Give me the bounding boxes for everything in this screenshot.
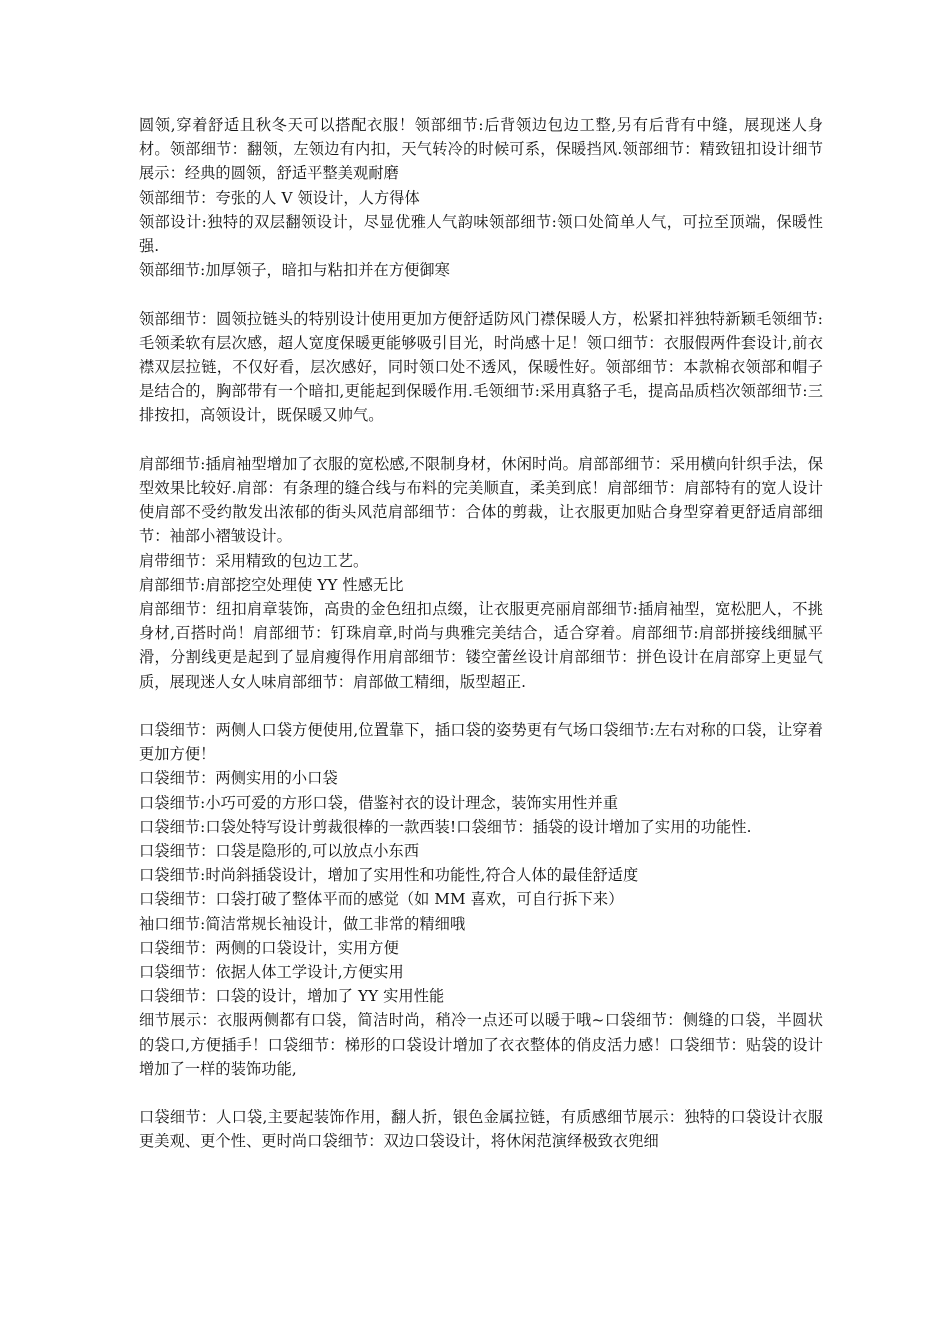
document-body — [139, 113, 823, 1154]
paragraph-cuff-1: 袖口细节:简洁常规长袖设计，做工非常的精细哦 — [139, 914, 466, 933]
paragraph-pocket-11: 细节展示：衣服两侧都有口袋，简洁时尚，稍冷一点还可以暖于哦~口袋细节：侧缝的口袋，半圆状的袋口,方便插手！口袋细节：梯形的口袋设计增加了衣衣整体的俏皮活力感！口袋细节：贴袋的设计增加了一样的装饰功能, — [139, 1011, 824, 1078]
paragraph-pocket-12: 口袋细节：人口袋,主要起装饰作用，翻人折，银色金属拉链，有质感细节展示：独特的口袋设计衣服更美观、更个性、更时尚口袋细节：双边口袋设计，将休闲范演绎极致衣兜细 — [139, 1108, 823, 1151]
paragraph-pocket-6: 口袋细节:时尚斜插袋设计，增加了实用性和功能性,符合人体的最佳舒适度 — [139, 866, 639, 885]
blank-line — [139, 282, 823, 306]
blank-line — [139, 694, 823, 718]
paragraph-pocket-3: 口袋细节:小巧可爱的方形口袋，借鉴衬衣的设计理念，装饰实用性并重 — [139, 793, 619, 812]
paragraph-collar-3: 领部设计:独特的双层翻领设计，尽显优雅人气韵味领部细节:领口处简单人气，可拉至顶端，保暖性强. — [139, 212, 823, 256]
paragraph-pocket-10: 口袋细节：口袋的设计，增加了 YY 实用性能 — [139, 987, 445, 1006]
paragraph-pocket-1: 口袋细节：两侧人口袋方便使用,位置靠下，插口袋的姿势更有气场口袋细节:左右对称的口袋，让穿着更加方便！ — [139, 721, 823, 764]
paragraph-shoulder-2: 肩带细节：采用精致的包边工艺。 — [139, 551, 369, 570]
paragraph-shoulder-4: 肩部细节：纽扣肩章装饰，高贵的金色纽扣点缀，让衣服更亮丽肩部细节:插肩袖型，宽松肥人，不挑身材,百搭时尚！肩部细节：钉珠肩章,时尚与典雅完美结合，适合穿着。肩部细节:肩部拼接线细腻平滑，分割线更是起到了显肩瘦得作用肩部细节：镂空蕾丝设计肩部细节：拼色设计在肩部穿上更显气质，展现迷人女人味肩部细节：肩部做工精细，版型超正. — [139, 600, 823, 691]
blank-line — [139, 428, 823, 452]
paragraph-collar-1: 圆领,穿着舒适且秋冬天可以搭配衣服！领部细节:后背领边包边工整,另有后背有中缝，展现迷人身材。领部细节：翻领，左领边有内扣，天气转冷的时候可系，保暖挡风.领部细节：精致钮扣设计细节展示：经典的圆领，舒适平整美观耐磨 — [139, 116, 823, 183]
paragraph-pocket-8: 口袋细节：两侧的口袋设计，实用方便 — [139, 938, 399, 957]
paragraph-pocket-7: 口袋细节：口袋打破了整体平而的感觉（如 MM 喜欢，可自行拆下来） — [139, 890, 624, 909]
paragraph-pocket-9: 口袋细节：依据人体工学设计,方便实用 — [139, 963, 404, 982]
paragraph-shoulder-1: 肩部细节:插肩袖型增加了衣服的宽松感,不限制身材，休闲时尚。肩部部细节：采用横向针织手法，保型效果比较好.肩部：有条理的缝合线与布料的完美顺直，柔美到底！肩部细节：肩部特有的宽人设计使肩部不受约散发出浓郁的街头风范肩部细节：合体的剪裁，让衣服更加贴合身型穿着更舒适肩部细节：袖部小褶皱设计。 — [139, 454, 823, 546]
paragraph-collar-4: 领部细节:加厚领子，暗扣与粘扣并在方便御寒 — [139, 261, 450, 280]
paragraph-pocket-2: 口袋细节：两侧实用的小口袋 — [139, 769, 338, 788]
paragraph-collar-2: 领部细节：夸张的人 V 领设计，人方得体 — [139, 188, 420, 207]
paragraph-collar-5: 领部细节：圆领拉链头的特别设计使用更加方便舒适防风门襟保暖人方，松紧扣袢独特新颖毛领细节:毛领柔软有层次感，超人宽度保暖更能够吸引目光，时尚感十足！领口细节：衣服假两件套设计,前衣襟双层拉链，不仅好看，层次感好，同时领口处不透风，保暖性好。领部细节：本款棉衣领部和帽子是结合的，胸部带有一个暗扣,更能起到保暖作用.毛领细节:采用真貉子毛，提高品质档次领部细节:三排按扣，高领设计，既保暖又帅气。 — [139, 309, 823, 425]
paragraph-shoulder-3: 肩部细节:肩部挖空处理使 YY 性感无比 — [139, 575, 404, 594]
blank-line — [139, 1081, 823, 1105]
paragraph-pocket-5: 口袋细节：口袋是隐形的,可以放点小东西 — [139, 842, 420, 861]
paragraph-pocket-4: 口袋细节:口袋处特写设计剪裁很棒的一款西装!口袋细节：插袋的设计增加了实用的功能性. — [139, 817, 752, 836]
